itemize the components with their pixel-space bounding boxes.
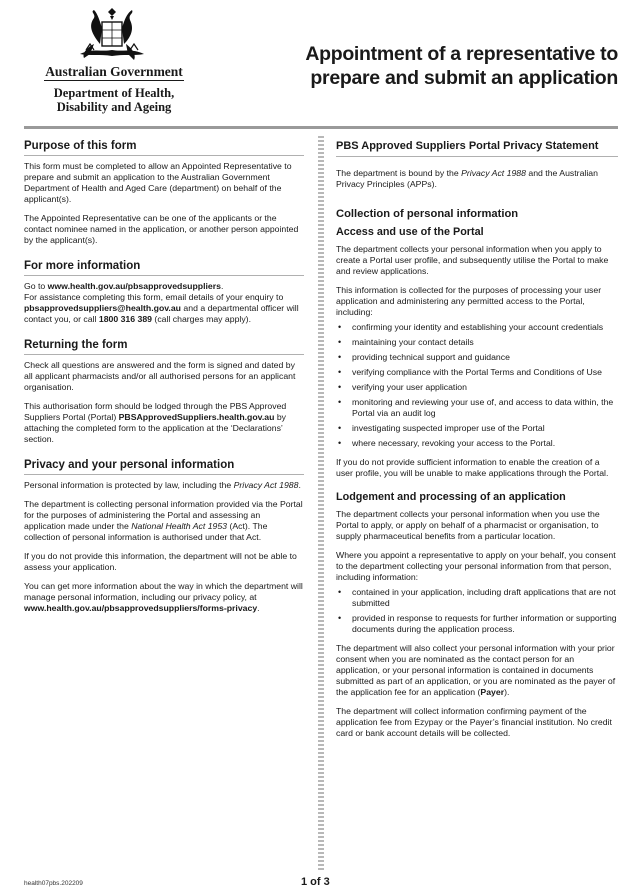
contact-text: and a departmental officer will contact you, or call [24, 303, 299, 324]
right-column [336, 140, 618, 747]
more-info-section [24, 260, 304, 325]
privacy-p2-text-a: The department is collecting personal information provided via the Portal for the purposes of administering the Portal and assessing an application made under the [24, 499, 303, 531]
government-rule [44, 80, 184, 81]
access-list [336, 322, 618, 449]
lodgement-list [336, 587, 618, 635]
privacy-heading: Privacy and your personal information [24, 459, 304, 475]
access-paragraph-1: The department collects your personal information when you apply to create a Portal user profile, and subsequently utilise the Portal to make and review applications. [336, 244, 609, 276]
privacy-paragraph-3: If you do not provide this information, the department will not be able to assess your application. [24, 551, 297, 572]
purpose-paragraph-2: The Appointed Representative can be one of the applicants or the contact nominee named in the application, or another person appointed by the applicant(s). [24, 213, 299, 245]
privacy-statement-title: PBS Approved Suppliers Portal Privacy Statement [336, 140, 618, 157]
list-item: • monitoring and reviewing your use of, and access to data within, the Portal via an audit log [336, 397, 618, 419]
lodgement-paragraph-4: The department will collect information confirming payment of the application fee from Ezypay or the Payer’s financial institution. No credit card or bank account details will be collected. [336, 706, 612, 738]
website-link[interactable]: www.health.gov.au/pbsapprovedsuppliers [47, 281, 221, 291]
portal-link[interactable]: PBSApprovedSuppliers.health.gov.au [118, 412, 275, 422]
returning-paragraph-2 [24, 401, 304, 445]
returning-paragraph-1: Check all questions are answered and the form is signed and dated by all applicant pharmacists and/or all authorised persons for an applicant organisation. [24, 360, 296, 392]
collection-heading: Collection of personal information [336, 208, 519, 220]
purpose-section [24, 140, 304, 246]
privacy-act-italic: Privacy Act 1988 [233, 480, 299, 490]
access-paragraph-3: If you do not provide sufficient information to enable the creation of a user profile, you will be unable to make applications through the Portal. [336, 457, 609, 478]
list-item: • where necessary, revoking your access to the Portal. [336, 438, 618, 449]
more-info-paragraph [24, 281, 304, 325]
list-item: • verifying your user application [336, 382, 618, 393]
purpose-paragraph-1: This form must be completed to allow an Appointed Representative to prepare and submit an application to the Australian Government Department of Health and Aged Care (department) on behalf of the applicant(s). [24, 161, 292, 204]
list-item: • providing technical support and guidance [336, 352, 618, 363]
intro-text-a: The department is bound by the [336, 168, 462, 178]
lodgement-paragraph-1: The department collects your personal information when you use the Portal to apply, or apply on behalf of a pharmacist or organisation, to supply pharmaceutical benefits from a particular location. [336, 509, 600, 541]
lodge-p3-text-c: ). [504, 687, 510, 697]
list-item: • verifying compliance with the Portal Terms and Conditions of Use [336, 367, 618, 378]
payer-term: Payer [480, 687, 505, 697]
page-header [0, 0, 632, 128]
list-item: • maintaining your contact details [336, 337, 618, 348]
document-title [258, 42, 618, 90]
returning-section [24, 339, 304, 445]
returning-heading: Returning the form [24, 339, 304, 355]
privacy-paragraph-2 [24, 499, 304, 543]
access-heading: Access and use of the Portal [336, 226, 484, 238]
left-column [24, 140, 304, 614]
privacy-paragraph-1 [24, 480, 304, 491]
department-name [44, 86, 184, 114]
government-name: Australian Government [45, 64, 183, 79]
lodge-p3-text-a: The department will also collect your personal information with your prior consent when you are nominated as the contact person for an application, or your personal information is contained in documents submitted as part of an application, or you are nominated as the payer of the application fee for an application ( [336, 643, 616, 697]
privacy-p1-text-a: Personal information is protected by law, including the [24, 480, 234, 490]
privacy-section [24, 459, 304, 614]
go-to-dot: . [220, 281, 224, 291]
privacy-p4-text: You can get more information about the way in which the department will manage personal information, including our privacy policy, at [24, 581, 303, 602]
phone-number[interactable]: 1800 316 389 [98, 314, 153, 324]
access-paragraph-2: This information is collected for the purposes of processing your user application and administering any permitted access to the Portal, including: [336, 285, 602, 317]
page-number: 1 of 3 [301, 876, 330, 888]
department-line-2: Disability and Ageing [56, 100, 172, 114]
purpose-heading: Purpose of this form [24, 140, 304, 156]
lodgement-heading: Lodgement and processing of an application [336, 491, 566, 503]
list-item: • contained in your application, including draft applications that are not submitted [336, 587, 618, 609]
intro-privacy-act: Privacy Act 1988 [461, 168, 526, 178]
coat-of-arms-icon [72, 4, 152, 64]
form-code: health07pbs.202209 [24, 880, 83, 887]
list-item: • confirming your identity and establishing your account credentials [336, 322, 618, 333]
returning-p2-text-a: This authorisation form should be lodged through the PBS Approved Suppliers Portal (Portal) [24, 401, 287, 422]
lodgement-paragraph-3 [336, 643, 618, 698]
statement-intro [336, 168, 618, 190]
intro-text-b: and the Australian Privacy Principles (APPs). [336, 168, 598, 189]
more-info-heading: For more information [24, 260, 304, 276]
department-line-1: Department of Health, [53, 86, 175, 100]
assist-text: For assistance completing this form, email details of your enquiry to [24, 292, 284, 302]
column-divider [318, 136, 324, 870]
go-to-text: Go to [24, 281, 48, 291]
privacy-p4-dot: . [257, 603, 260, 613]
health-act-italic: National Health Act 1953 [131, 521, 228, 531]
header-rule [24, 126, 618, 129]
privacy-paragraph-4 [24, 581, 304, 614]
lodgement-paragraph-2: Where you appoint a representative to apply on your behalf, you consent to the department collecting your personal information from that person, including information: [336, 550, 616, 582]
list-item: • provided in response to requests for further information or supporting documents during the application process. [336, 613, 618, 635]
privacy-p1-text-b: . [298, 480, 301, 490]
charges-text: (call charges may apply). [152, 314, 251, 324]
returning-p2-text-b: by attaching the completed form to the application at the ‘Declarations’ section. [24, 412, 286, 444]
list-item: • investigating suspected improper use of the Portal [336, 423, 618, 434]
privacy-policy-link[interactable]: www.health.gov.au/pbsapprovedsuppliers/forms-privacy [24, 603, 258, 613]
title-line-2: prepare and submit an application [310, 67, 618, 89]
title-line-1: Appointment of a representative to [305, 43, 618, 65]
email-link[interactable]: pbsapprovedsuppliers@health.gov.au [24, 303, 181, 313]
privacy-p2-text-b: (Act). The collection of personal information is authorised under that Act. [24, 521, 268, 542]
